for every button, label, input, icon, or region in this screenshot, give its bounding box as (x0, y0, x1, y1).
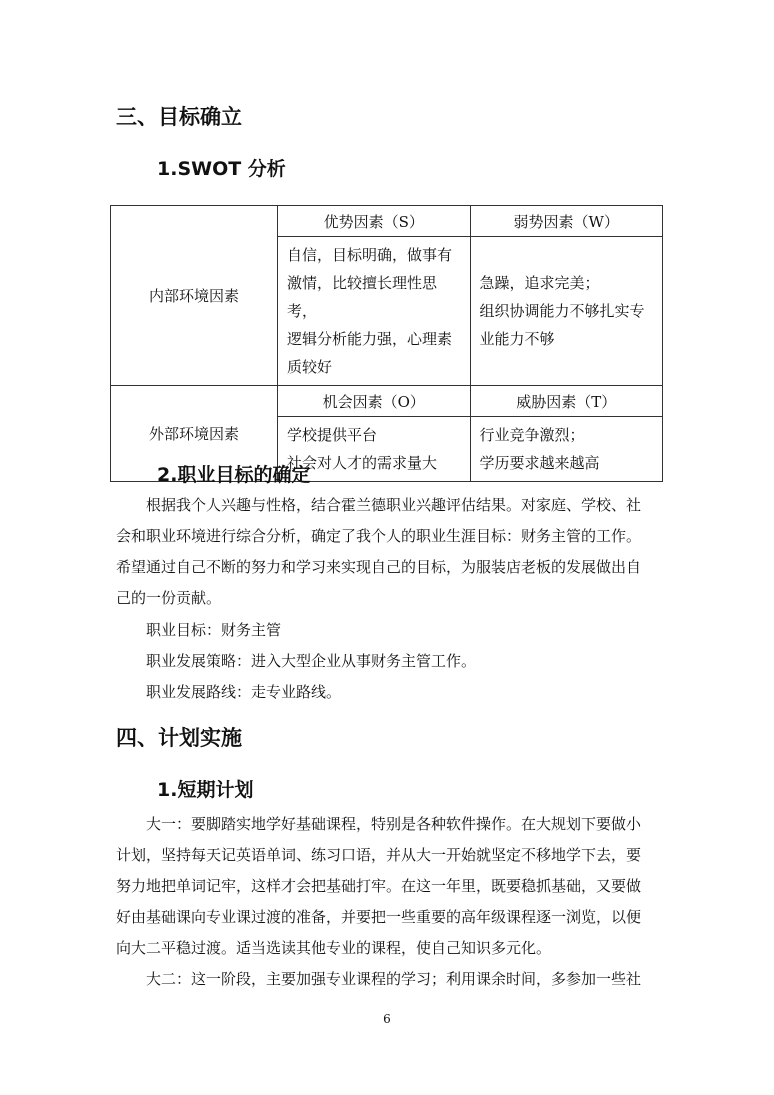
weaknesses-line: 急躁，追求完美； (479, 274, 600, 292)
strengths-line: 质较好 (287, 358, 333, 376)
career-goal-line: 职业目标：财务主管 (146, 621, 282, 639)
body-text-line: 己的一份贡献。 (116, 589, 222, 607)
career-route-line: 职业发展路线：走专业路线。 (146, 683, 342, 701)
short-term-plan-heading: 1.短期计划 (157, 779, 254, 801)
strengths-line: 逻辑分析能力强，心理素 (287, 330, 453, 348)
opportunities-line: 学校提供平台 (287, 426, 378, 444)
external-factors-label: 外部环境因素 (111, 386, 278, 482)
career-strategy-line: 职业发展策略：进入大型企业从事财务主管工作。 (146, 652, 477, 670)
body-text-line: 向大二平稳过渡。适当选读其他专业的课程，使自己知识多元化。 (116, 939, 552, 957)
weaknesses-line: 业能力不够 (479, 330, 555, 348)
threats-header: 威胁因素（T） (470, 386, 663, 417)
body-text-line: 计划，坚持每天记英语单词、练习口语，并从大一开始就坚定不移地学下去，要 (116, 846, 642, 864)
body-text-line: 会和职业环境进行综合分析，确定了我个人的职业生涯目标：财务主管的工作。 (116, 527, 642, 545)
body-text-line: 好由基础课向专业课过渡的准备，并要把一些重要的高年级课程逐一浏览，以便 (116, 908, 642, 926)
strengths-header: 优势因素（S） (278, 206, 471, 237)
threats-line: 行业竞争激烈； (479, 426, 585, 444)
body-text-line: 大二：这一阶段，主要加强专业课程的学习；利用课余时间，多参加一些社 (146, 970, 642, 988)
body-text-line: 希望通过自己不断的努力和学习来实现自己的目标，为服装店老板的发展做出自 (116, 558, 642, 576)
threats-line: 学历要求越来越高 (479, 454, 600, 472)
weaknesses-line: 组织协调能力不够扎实专 (479, 302, 645, 320)
internal-factors-label: 内部环境因素 (111, 206, 278, 386)
body-text-line: 根据我个人兴趣与性格，结合霍兰德职业兴趣评估结果。对家庭、学校、社 (146, 496, 642, 514)
body-text-line: 努力地把单词记牢，这样才会把基础打牢。在这一年里，既要稳抓基础，又要做 (116, 877, 642, 895)
strengths-line: 自信，目标明确，做事有 (287, 246, 453, 264)
swot-heading: 1.SWOT 分析 (157, 158, 286, 180)
strengths-line: 激情，比较擅长理性思考， (287, 274, 438, 320)
page-number: 6 (383, 1012, 391, 1026)
opportunities-header: 机会因素（O） (278, 386, 471, 417)
swot-table (110, 205, 663, 482)
weaknesses-header: 弱势因素（W） (470, 206, 663, 237)
career-goal-heading: 2.职业目标的确定 (157, 464, 311, 486)
strengths-cell (278, 237, 471, 386)
opportunities-line: 社会对人才的需求量大 (287, 454, 438, 472)
section-heading-plan-implementation: 四、计划实施 (116, 726, 242, 750)
weaknesses-cell (470, 237, 663, 386)
body-text-line: 大一：要脚踏实地学好基础课程，特别是各种软件操作。在大规划下要做小 (146, 815, 642, 833)
threats-cell (470, 417, 663, 482)
section-heading-goal-setting: 三、目标确立 (116, 105, 242, 129)
